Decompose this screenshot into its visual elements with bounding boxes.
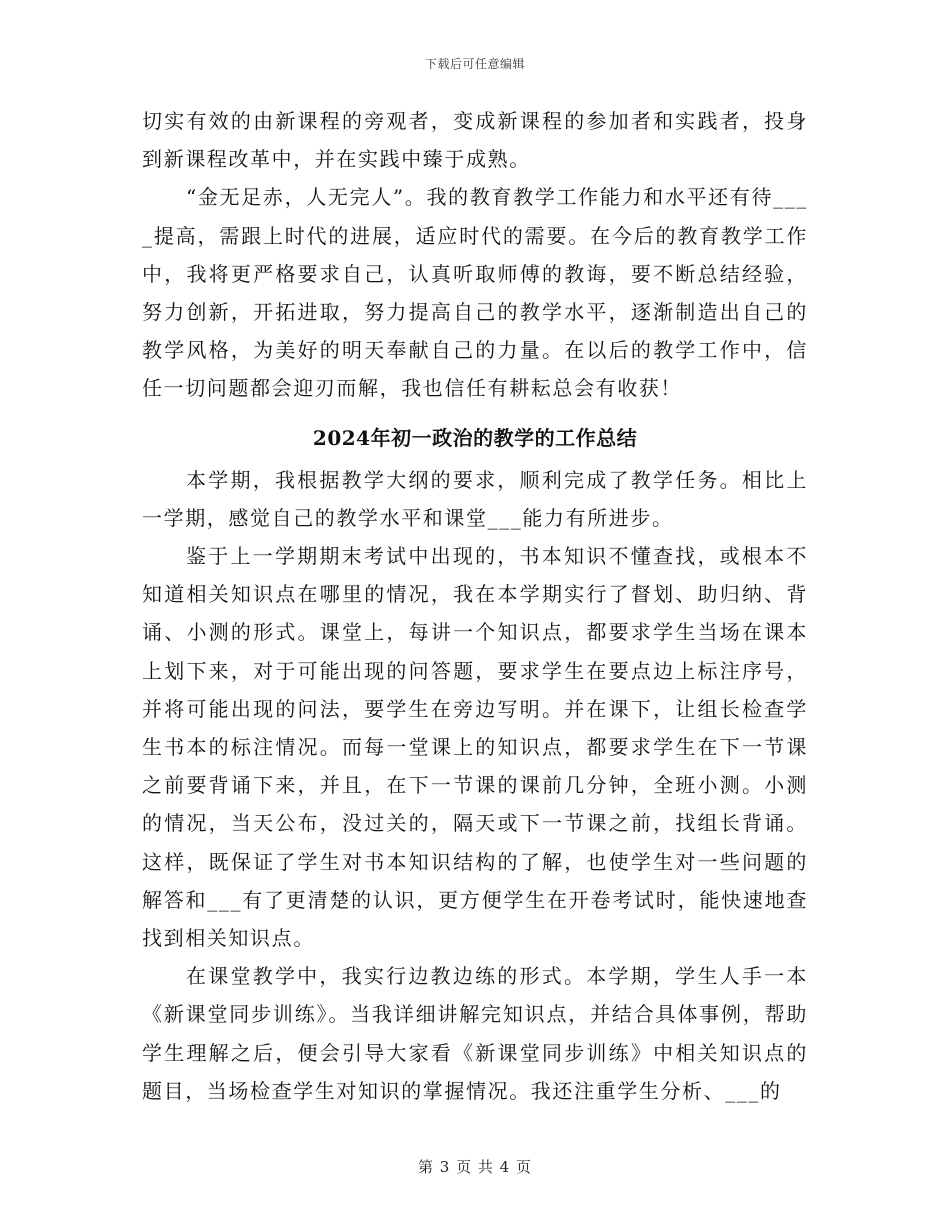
page-header-note: 下载后可任意编辑: [424, 57, 525, 71]
page-number: 第 3 页 共 4 页: [418, 1158, 532, 1176]
paragraph-reflection: “金无足赤，人无完人”。我的教育教学工作能力和水平还有待____提高，需跟上时代的进展，适应时代的需要。在今后的教育教学工作中，我将更严格要求自己，认真听取师傅的教诲，要不断总结经验，努力创新，开拓进取，努力提高自己的教学水平，逐渐制造出自己的教学风格，为美好的明天奉献自己的力量。在以后的教学工作中，信任一切问题都会迎刃而解，我也信任有耕耘总会有收获！: [142, 185, 808, 401]
document-body: [142, 102, 808, 1110]
paragraph-continuation: 切实有效的由新课程的旁观者，变成新课程的参加者和实践者，投身到新课程改革中，并在实践中臻于成熟。: [142, 109, 808, 172]
section-paragraph-3: 在课堂教学中，我实行边教边练的形式。本学期，学生人手一本《新课堂同步训练》。当我详细讲解完知识点，并结合具体事例，帮助学生理解之后，便会引导大家看《新课堂同步训练》中相关知识点的题目，当场检查学生对知识的掌握情况。我还注重学生分析、___的: [142, 964, 808, 1103]
section-paragraph-1: 本学期，我根据教学大纲的要求，顺利完成了教学任务。相比上一学期，感觉自己的教学水平和课堂___能力有所进步。: [142, 467, 808, 530]
section-title: 2024年初一政治的教学的工作总结: [312, 425, 638, 450]
section-paragraph-2: 鉴于上一学期期末考试中出现的，书本知识不懂查找，或根本不知道相关知识点在哪里的情况，我在本学期实行了督划、助归纳、背诵、小测的形式。课堂上，每讲一个知识点，都要求学生当场在课本上划下来，对于可能出现的问答题，要求学生在要点边上标注序号，并将可能出现的问法，要学生在旁边写明。并在课下，让组长检查学生书本的标注情况。而每一堂课上的知识点，都要求学生在下一节课之前要背诵下来，并且，在下一节课的课前几分钟，全班小测。小测的情况，当天公布，没过关的，隔天或下一节课之前，找组长背诵。这样，既保证了学生对书本知识结构的了解，也使学生对一些问题的解答和___有了更清楚的认识，更方便学生在开卷考试时，能快速地查找到相关知识点。: [142, 544, 808, 951]
